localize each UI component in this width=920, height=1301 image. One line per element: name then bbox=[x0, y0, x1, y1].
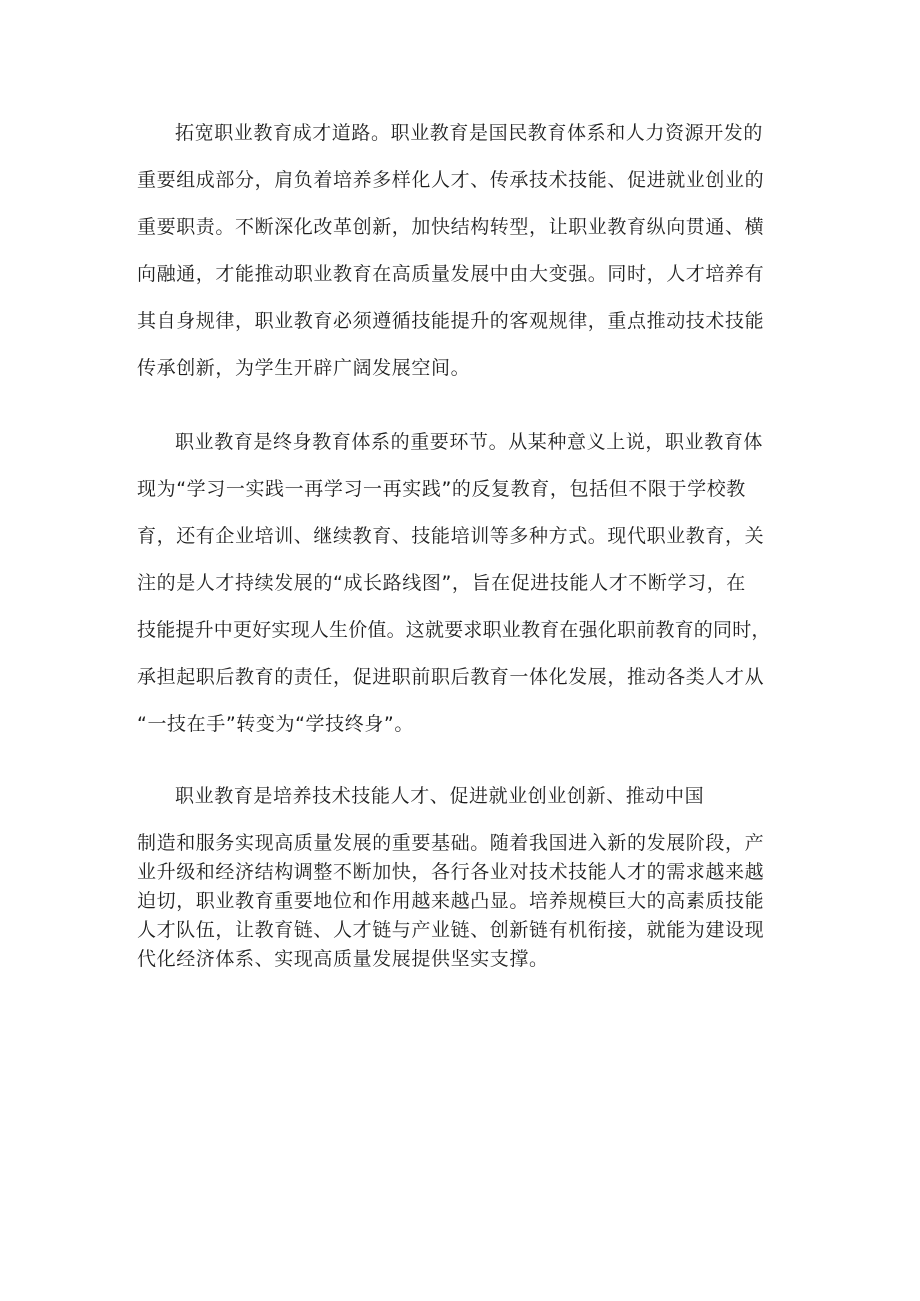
paragraph-1-line-4: 向融通，才能推动职业教育在高质量发展中由大变强。同时，人才培养有 bbox=[137, 263, 765, 285]
paragraph-1-line-6: 传承创新，为学生开辟广阔发展空间。 bbox=[137, 357, 471, 379]
paragraph-4-line-3: 迫切，职业教育重要地位和作用越来越凸显。培养规模巨大的高素质技能 bbox=[137, 890, 765, 912]
paragraph-1-line-5: 其自身规律，职业教育必须遵循技能提升的客观规律，重点推动技术技能 bbox=[137, 310, 765, 332]
paragraph-2-line-4: 注的是人才持续发展的“成长路线图”，旨在促进技能人才不断学习，在 bbox=[137, 572, 746, 594]
paragraph-1-line-1: 拓宽职业教育成才道路。职业教育是国民教育体系和人力资源开发的 bbox=[175, 122, 764, 144]
paragraph-2-line-1: 职业教育是终身教育体系的重要环节。从某种意义上说，职业教育体 bbox=[175, 431, 764, 453]
paragraph-2-line-2: 现为“学习一实践一再学习一再实践”的反复教育，包括但不限于学校教 bbox=[137, 478, 746, 500]
paragraph-3-line-1: 职业教育是培养技术技能人才、促进就业创业创新、推动中国 bbox=[175, 785, 705, 807]
paragraph-1-line-3: 重要职责。不断深化改革创新，加快结构转型，让职业教育纵向贯通、横 bbox=[137, 216, 765, 238]
paragraph-4-line-5: 代化经济体系、实现高质量发展提供坚实支撑。 bbox=[137, 948, 549, 970]
paragraph-4-line-1: 制造和服务实现高质量发展的重要基础。随着我国进入新的发展阶段，产 bbox=[137, 832, 765, 854]
paragraph-2-line-3: 育，还有企业培训、继续教育、技能培训等多种方式。现代职业教育，关 bbox=[137, 525, 765, 547]
paragraph-2-line-5: 技能提升中更好实现人生价值。这就要求职业教育在强化职前教育的同时， bbox=[137, 619, 771, 641]
paragraph-1-line-2: 重要组成部分，肩负着培养多样化人才、传承技术技能、促进就业创业的 bbox=[137, 169, 765, 191]
paragraph-4-line-2: 业升级和经济结构调整不断加快，各行各业对技术技能人才的需求越来越 bbox=[137, 861, 765, 883]
paragraph-4-line-4: 人才队伍，让教育链、人才链与产业链、创新链有机衔接，就能为建设现 bbox=[137, 919, 765, 941]
paragraph-2-line-6: 承担起职后教育的责任，促进职前职后教育一体化发展，推动各类人才从 bbox=[137, 666, 765, 688]
paragraph-2-line-7: “一技在手”转变为“学技终身”。 bbox=[137, 713, 414, 735]
